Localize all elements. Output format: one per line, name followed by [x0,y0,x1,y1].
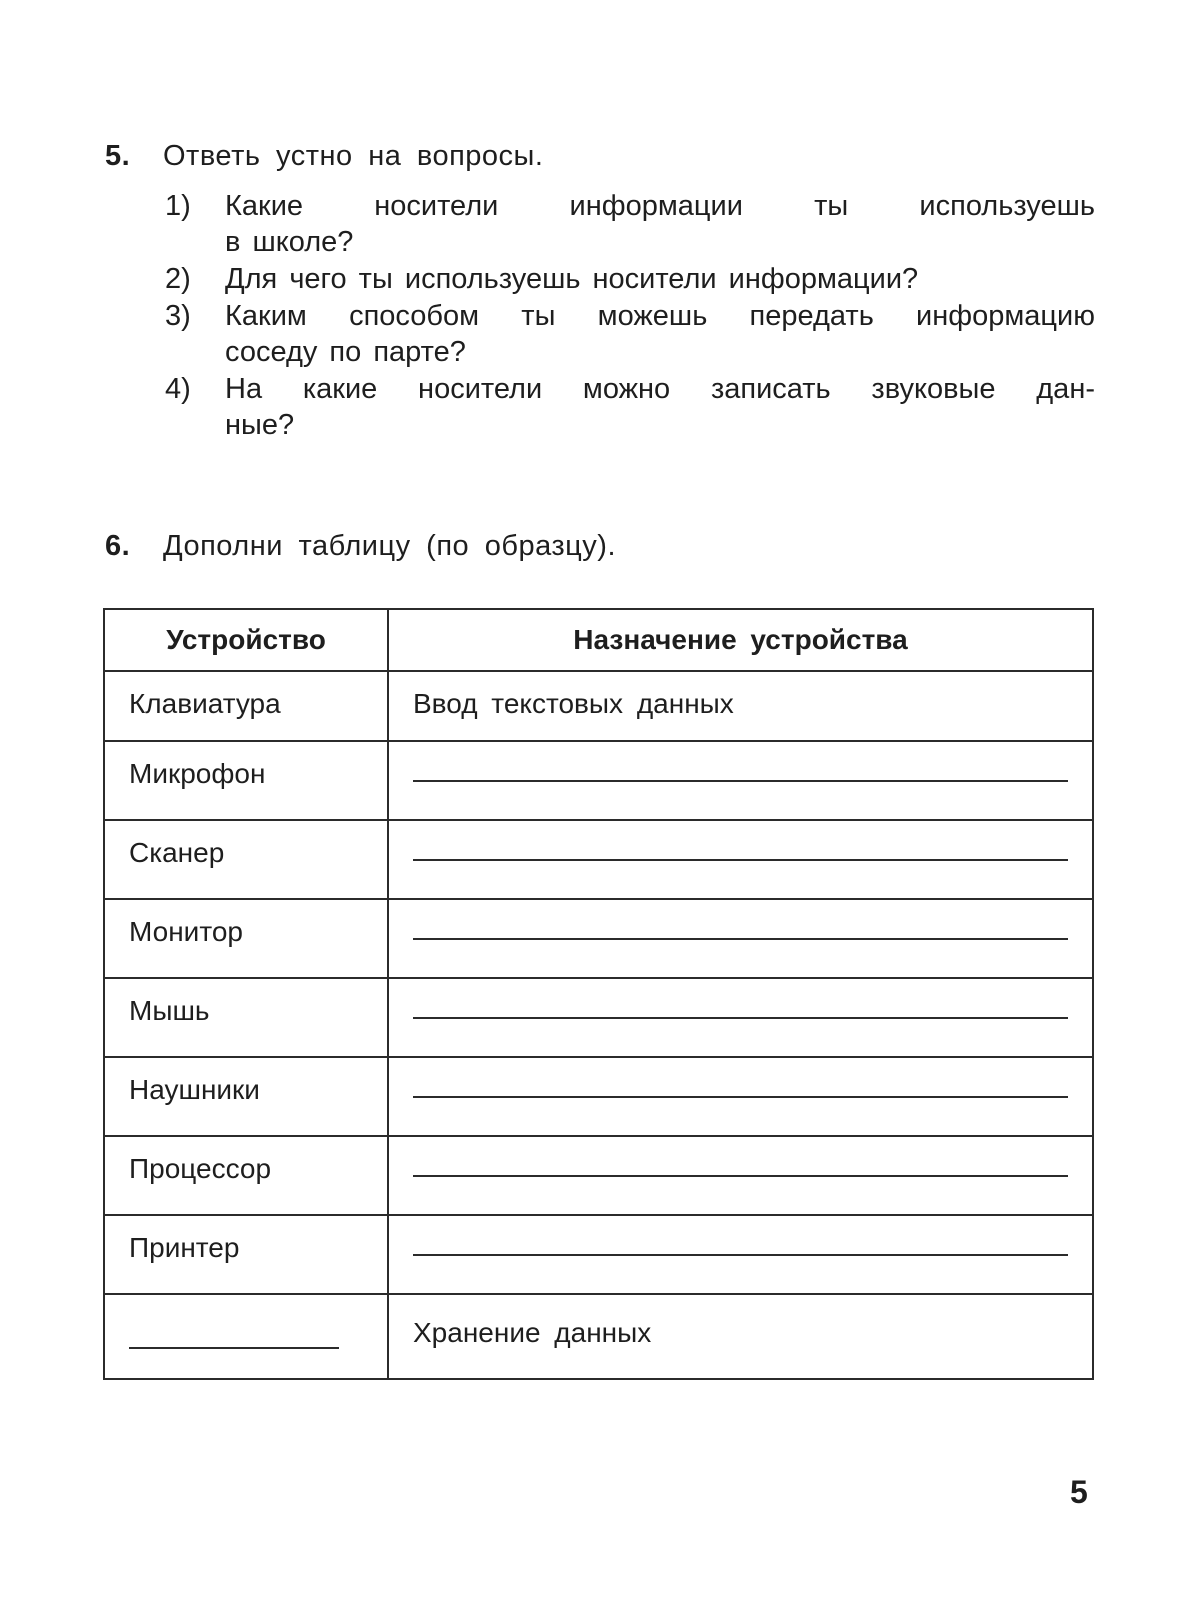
answer-line[interactable] [413,859,1068,861]
device-answer-cell[interactable] [104,1294,388,1379]
table-row [104,978,1093,1057]
table-row [104,741,1093,820]
device-cell: Сканер [104,820,388,899]
device-cell: Принтер [104,1215,388,1294]
device-cell: Наушники [104,1057,388,1136]
purpose-answer-cell[interactable] [388,899,1093,978]
task-6-number: 6. [105,530,131,562]
answer-line[interactable] [413,938,1068,940]
table-row [104,1057,1093,1136]
device-cell: Микрофон [104,741,388,820]
answer-line[interactable] [129,1347,339,1349]
question-number: 3) [165,300,191,332]
question-item [165,371,1095,443]
purpose-answer-cell[interactable] [388,1136,1093,1215]
question-text-continued: в школе? [225,226,354,258]
purpose-answer-cell[interactable] [388,1057,1093,1136]
answer-line[interactable] [413,780,1068,782]
task-5-number: 5. [105,140,131,172]
table-row [104,1136,1093,1215]
question-item [165,188,1095,260]
task-5-question-list [165,188,1095,444]
task-5-prompt: Ответь устно на вопросы. [163,140,544,172]
table-row [104,1215,1093,1294]
device-cell: Мышь [104,978,388,1057]
table-header-row [104,609,1093,671]
header-purpose: Назначение устройства [388,609,1093,671]
question-text-continued: соседу по парте? [225,336,466,368]
answer-line[interactable] [413,1096,1068,1098]
answer-line[interactable] [413,1175,1068,1177]
task-6-prompt: Дополни таблицу (по образцу). [163,530,616,562]
purpose-answer-cell[interactable] [388,820,1093,899]
header-device: Устройство [104,609,388,671]
question-number: 1) [165,190,191,222]
task-6-heading [105,530,616,563]
device-cell: Клавиатура [104,671,388,741]
question-text: Каким способом ты можешь передать информацию [225,300,1095,332]
device-cell: Процессор [104,1136,388,1215]
question-text-continued: ные? [225,409,295,441]
answer-line[interactable] [413,1254,1068,1256]
table-row [104,820,1093,899]
task-5-heading [105,140,543,173]
question-number: 2) [165,263,191,295]
question-item [165,298,1095,370]
table-row [104,671,1093,741]
purpose-cell-sample: Ввод текстовых данных [388,671,1093,741]
question-item [165,261,1095,297]
table-row [104,899,1093,978]
purpose-answer-cell[interactable] [388,978,1093,1057]
question-text: Для чего ты используешь носители информации? [225,263,919,295]
purpose-answer-cell[interactable] [388,741,1093,820]
answer-line[interactable] [413,1017,1068,1019]
purpose-cell: Хранение данных [388,1294,1093,1379]
device-cell: Монитор [104,899,388,978]
page-number: 5 [1070,1474,1088,1510]
device-table [103,608,1094,1380]
question-text: На какие носители можно записать звуковые дан- [225,373,1095,405]
purpose-answer-cell[interactable] [388,1215,1093,1294]
question-text: Какие носители информации ты используешь [225,190,1095,222]
table-row [104,1294,1093,1379]
question-number: 4) [165,373,191,405]
